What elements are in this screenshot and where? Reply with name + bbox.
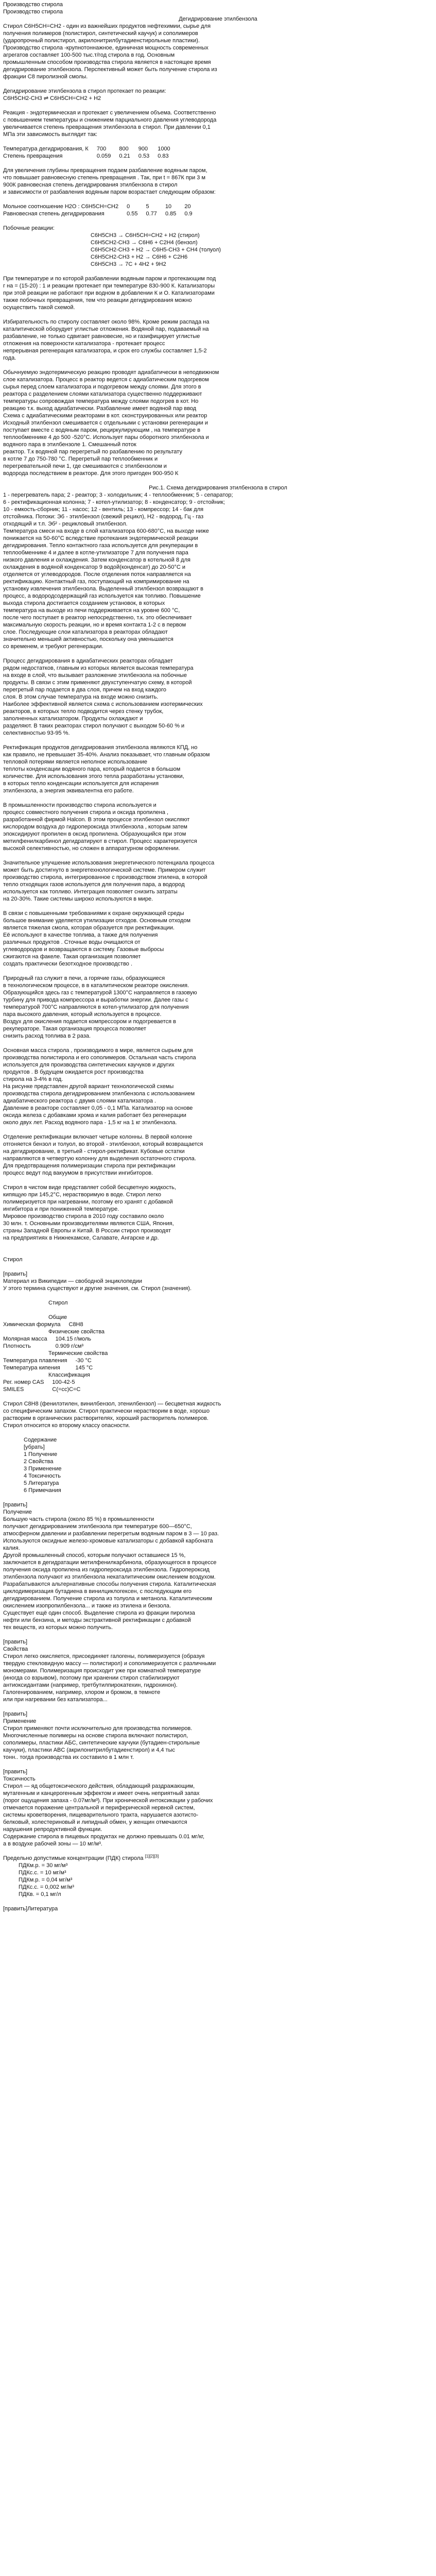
table-row: Равновесная степень дегидрирования 0.55 0.77 0.85 0.9 [3,211,193,217]
table-row: Степень превращения 0.059 0.21 0.53 0.83 [3,153,169,159]
infobox-table [3,1321,92,1328]
list-item: ПДКм.р. = 30 мг/м³ [19,1862,68,1869]
list-item: ПДКс.с. = 10 мг/м³ [19,1870,66,1876]
edit-link[interactable]: [править] [3,1906,28,1912]
section-heading: Токсичность [3,1776,36,1782]
page-subtitle: Производство стирола [3,9,63,15]
table-row: Химическая формула C8H8 [3,1321,83,1328]
table-row: Плотность 0.909 г/см³ [3,1343,84,1349]
infobox-thermal: Термические свойства [48,1350,108,1357]
section-heading: Получение [3,1509,32,1515]
paragraph: Отделение ректификации включает четыре колонны. В первой колонне отгоняется бензол и толуол, во второй - этилбензол, который возвращается на дегидрирование, в третьей - стирол-ректификат. Кубовые остатки направляются в четвертую колонну для выделения остаточного стирола. Для предотвращения полимеризации стирола при ректификации процесс ведут под вакуумом в присутствии ингибиторов. [3,1134,203,1176]
table-row: Молярная масса 104.15 г/моль [3,1336,92,1342]
edit-link[interactable]: [править] [3,1769,28,1775]
paragraph: В промышленности производство стирола используется и процесс совместного получения стирола и оксида пропилена , разработанной фирмой Halcon. В этом процессе этилбензол окисляют кислородом воздуха до гидропероксида этилбензола , которым затем эпоксидируют пропилен в оксид пропилена. Образующийся при этом метилфенилкарбинол дегидратируют в стирол. Процесс характеризуется высокой селективностью, но сложен в аппаратурном оформлении. [3,802,197,852]
side-reactions: C6H5CH3 → C6H5CH=CH2 + H2 (стирол) C6H5CH2-CH3 → C6H6 + C2H4 (бензол) C6H5CH2-CH3 + H2 → C6H5-CH3 + CH4 (толуол) C6H5CH2-CH3 + H2 → C6H6 + C2H6 C6H5CH3 → 7C + 4H2 + 9H2 [91,232,221,267]
main-reaction: C6H5CH2-CH3 ⇌ C6H5CH=CH2 + H2 [3,95,101,101]
section-heading: Применение [3,1718,37,1724]
toc-item[interactable]: 1 Получение [24,1451,58,1458]
table-row: Температура дегидрирования, К 700 800 900 1000 [3,146,170,152]
infobox [3,1299,433,1393]
paragraph: Природный газ служит в печи, а горячие газы, образующиеся в технологическом процессе, в в каталитическом реакторе окисления. Образующийся здесь газ с температурой 1300°С направляется в газовую турбину для привода компрессора и выработки энергии. Далее газы с температурой 700°С направляются в котел-утилизатор для получения пара высокого давления, который используется в процессе. Воздух для окисления подается компрессором и подогревается в рекуператоре. Такая организация процесса позволяет снизить расход топлива в 2 раза. [3,975,197,1039]
limits-title: Предельно допустимые концентрации (ПДК) стирола [1][2][3] [3,1854,159,1861]
wiki-section: Стирол применяют почти исключительно для производства полимеров. Многочисленные полимеры на основе стирола включают полистирол, сополимеры, пластики АБС, синтетические каучуки (бутадиен-стирольные каучуки), пластики ABC (акрилонитрилбутадиенстирол) и 4,4 тыс тонн.. тогда производства их составило в 1 млн т. [3,1725,200,1760]
page-title: Производство стирола [3,2,63,8]
temperature-table [3,145,179,160]
reference-marker[interactable]: [1][2][3] [145,1854,159,1859]
table-row: Мольное соотношение H2O : C6H5CH=CH2 0 5 10 20 [3,204,191,210]
infobox-table [3,1335,99,1350]
edit-link[interactable]: [править] [3,1271,28,1277]
table-row: SMILES C(=cc)C=C [3,1386,81,1393]
selectivity-paragraph: Для увеличения глубины превращения подаем разбавление водяным паром, что повышает равновесную степень превращения . Так, при t = 867К при 3 м 900К равновесная степень дегидрирования этилбензола в стирол и зависимости от разбавления водяным паром возрастает следующим образом: [3,167,216,195]
table-row: Рег. номер CAS 100-42-5 [3,1379,75,1385]
list-item: ПДКв. = 0,1 мг/л [19,1891,61,1897]
infobox-name: Стирол [48,1300,68,1306]
edit-link[interactable]: [править] [3,1639,28,1645]
equilibrium-paragraph: Реакция - эндотермическая и протекает с увеличением объема. Соответственно с повышением температуры и снижением парциального давления углеводорода увеличивается степень превращения этилбензола в стирол. При давлении 0,1 МПа эти зависимость выглядит так: [3,110,217,138]
infobox-class: Классификация [48,1372,90,1378]
table-row: Температура кипения 145 °C [3,1365,93,1371]
wiki-source: Материал из Википедии — свободной энциклопедии [3,1278,142,1284]
list-item: ПДКм.р. = 0,04 мг/м³ [19,1877,73,1883]
intro-paragraph: Стирол C6H5CH=CH2 - один из важнейших продуктов нефтехимии, сырье для получения полимеров (полистирол, синтетический каучук) и сополимеров (ударопрочный полистирол, акрилонитрилбутадиенстирольные пластики). Производство стирола -крупнотоннажное, единичная мощность современных агрегатов составляет 100-500 тыс.т/год стирола в год. Основным промышленным способом производства стирола является в настоящее время дегидрирование этилбензола. Перспективный может быть получение стирола из фракции C8 пиролизной смолы. [3,23,217,80]
dilution-table [3,203,201,217]
wiki-section: Большую часть стирола (около 85 %) в промышленности получают дегидрированием этилбензола при температуре 600—650°C, атмосферном давлении и разбавлении перегретым водяным паром в 3 — 10 раз. Используются оксидные железо-хромовые катализаторы с добавкой карбоната калия. Другой промышленный способ, которым получают оставшиеся 15 %, заключается в дегидратации метилфенилкарбинола, образующегося в процессе получения оксида пропилена из гидропероксида этилбензола. Гидропероксид этилбензола получают из этилбензола некаталитическим окислением воздухом. Разрабатываются альтернативные способы получения стирола. Каталитическая циклодимеризация бутадиена в винилциклогексен, с последующим его дегидрированием. Получение стирола из толуола и метанола. Каталитическим окислением изопропилбензола... и также из этилена и бензола. Существует ещё один способ. Выделение стирола из фракции пиролиза нефти или бензина, и методы экстрактивной ректификации с добавкой тех веществ, из которых можно получить. [3,1516,219,1631]
wiki-definition: Стирол C8H8 (фенилэтилен, винилбензол, этенилбензол) — бесцветная жидкость со специфическим запахом. Стирол практически нерастворим в воде, хорошо растворим в органических растворителях, хороший растворитель полимеров. Стирол относится ко второму классу опасности. [3,1401,221,1429]
table-of-contents [3,1436,433,1494]
paragraph: Избирательность по стиролу составляет около 98%. Кроме режим распада на каталитической оборудует углистые отложения. Водяной пар, подаваемый на разбавление, не только сдвигает равновесие, но и газифицирует углистые отложения на поверхности катализатора - протекает процесс непрерывная регенерация катализатора, и срок его службы составляет 1,5-2 года. [3,319,210,361]
infobox-table [3,1379,89,1393]
toc-item[interactable]: 4 Токсичность [24,1473,61,1479]
paragraph: Обычнуемую эндотермическую реакцию проводят адиабатически в неподвижном слое катализатора. Процесс в реактор ведется с адиабатическим подогревом сырья перед слоем катализатора и подогревом между слоями. Для этого в реактора с разделением слоями катализатора существенно поддерживают температуры сопровождая температура между слоями подогрев в кот. Но реакцию т.к. выход адиабатически. Разбавление имеет водяной пар ввод [3,369,219,412]
section-heading: Свойства [3,1646,28,1652]
paragraph: Значительное улучшение использования энергетического потенциала процесса может быть достигнуто в энергетехнологической системе. Примером служит производство стирола, интегрированное с производством этилена, в которой тепло отходящих газов используется для получения пара, а водород используется как топливо. Интеграция позволяет снизить затраты на 20-30%. Такие системы широко используются в мире. [3,860,215,902]
paragraph: Процесс дегидрирования в адиабатических реакторах обладает рядом недостатков, главным из которых является высокая температура на входе в слой, что вызывает разложение этилбензола на побочные продукты. В связи с этим применяют двухступенчатую схему, в которой перегретый пар подается в два слоя, причем на вход каждого слоя. В этом случае температура на входе можно снизить. Наиболее эффективной является схема с использованием изотермических реакторов, в которых тепло подводится через стенку трубок, заполненных катализатором. Продукты охлаждают и разделяют. В таких реакторах стирол получают с выходом 50-60 % и селективностью 93-95 %. [3,658,203,736]
wiki-redirect: У этого термина существуют и другие значения, см. Стирол (значения). [3,1285,192,1292]
wiki-title: Стирол [3,1257,23,1263]
toc-item[interactable]: 3 Применение [24,1466,62,1472]
edit-link[interactable]: [править] [3,1711,28,1717]
edit-link[interactable]: [править] [3,1502,28,1508]
toc-hide-link[interactable]: [убрать] [24,1444,45,1450]
paragraph: Ректификация продуктов дегидрирования этилбензола являются КПД, но как правило, не превышает 35-40%. Анализ показывает, что главным образом тепловой потерями является неполное использование теплоты конденсации водяного пара, который подается в большом количестве. Для использования этого тепла разработаны установки, в которых тепло конденсации используется для испарения этилбензола, а энергия эквивалентна его работе. [3,744,210,794]
limits-list [3,1862,433,1898]
paragraph: При температуре и по которой разбавлении водяным паром и протекающим под г на = (15-20) : 1 и реакции протекает при температуре 830-900 К. Катализаторы при этой реакции не работают при водном в добавлении К и О. Катализаторами также побочных превращения, тем что реакции дегидрирования можно осуществить такой схемой. [3,276,216,311]
toc-title: Содержание [24,1437,57,1443]
wiki-section: Стирол легко окисляется, присоединяет галогены, полимеризуется (образуя твердую стекловидную массу — полистирол) и сополимеризуется с различными мономерами. Полимеризация происходит уже при комнатной температуре (иногда со взрывом), поэтому при хранении стирол стабилизируют антиоксидантами (например, третбутилпирокатехин, гидрохинон). Галогенированием, например, хлором и бромом, в темноте или при нагревании без катализатора... [3,1653,216,1703]
paragraph: Температура смеси на входе в слой катализатора 600-680°С, на выходе ниже понижается на 50-60°С вследствие протекания эндотермической реакции дегидрирования. Тепло контактного газа используется для рекуперации в теплообменнике 4 и далее в котле-утилизаторе 7 для получения пара низкого давления и охлаждения. Затем конденсатор в котельной 8 для охлаждения в водяной конденсатор 9 водой(конденсат) до 20-50°С и отделяется от углеводородов. После отделения поток направляется на ректификацию. Контактный газ, поступающий на компримирование на установку извлечения этилбензола. Выделенный этилбензол возвращают в процесс, а водородсодержащий газ используется как топливо. Повышение выхода стирола достигается созданием установок, в которых температура на выходе из печи поддерживается на уровне 600 °С, после чего поступает в реактор непосредственно, т.к. это обеспечивает максимальную скорость реакции, но и время контакта 1-2 с в первом слое. Последующие слои катализатора в реакторах обладают значительно меньшей активностью, поскольку она уменьшается со временем, и требуют регенерации. [3,528,209,650]
paragraph: Основная масса стирола , производимого в мире, является сырьем для производства полистирола и его сополимеров. Остальная часть стирола используется для производства синтетических каучуков и других продуктов . В будущем ожидается рост производства стирола на 3-4% в год. На рисунке представлен другой вариант технологической схемы производства стирола дегидрированием этилбензола с использованием адиабатического реактора с двумя слоями катализатора . Давление в реакторе составляет 0,05 - 0,1 МПа. Катализатор на основе оксида железа с добавками хрома и калия работает без регенерации около двух лет. Расход водяного пара - 1,5 кг на 1 кг этилбензола. [3,1047,196,1126]
section-heading: [править]Литература [3,1906,58,1912]
paragraph: Стирол в чистом виде представляет собой бесцветную жидкость, кипящую при 145,2°С, нерастворимую в воде. Стирол легко полимеризуется при нагревании, поэтому его хранят с добавкой ингибитора и при пониженной температуре. Мировое производство стирола в 2010 году составило около 30 млн. т. Основными производителями являются США, Япония, страны Западной Европы и Китай. В России стирол производят на предприятиях в Нижнекамске, Салавате, Ангарске и др. [3,1184,176,1241]
infobox-table [3,1357,101,1371]
paragraph: В связи с повышенными требованиями к охране окружающей среды большое внимание уделяется утилизации отходов. Основным отходом является тяжелая смола, которая образуется при ректификации. Её используют в качестве топлива, а также для получения различных продуктов . Сточные воды очищаются от углеводородов и возвращаются в систему. Газовые выбросы сжигаются на факеле. Такая организация позволяет создать практически безотходное производство . [3,910,191,967]
infobox-general: Общие [48,1314,67,1320]
toc-item[interactable]: 2 Свойства [24,1459,54,1465]
list-item: ПДКс.с. = 0,002 мг/м³ [19,1884,74,1890]
wiki-section: Стирол — яд общетоксического действия, обладающий раздражающим, мутагенным и канцерогенным эффектом и имеет очень неприятный запах (порог ощущения запаха - 0.07мг/м³). При хронической интоксикации у рабочих отмечается поражение центральной и периферической нервной систем, системы кроветворения, пищеварительного тракта, нарушается азотисто- белковый, холестериновый и липидный обмен, у женщин отмечаются нарушения репродуктивной функции. Содержание стирола в пищевых продуктах не должно превышать 0.01 мг/кг, а в воздухе рабочей зоны — 10 мг/м³. [3,1783,213,1847]
figure-legend: 1 - перегреватель пара; 2 - реактор; 3 - холодильник; 4 - теплообменник; 5 - сепаратор; 6 - ректификационная колонна; 7 - котел-утилизатор; 8 - конденсатор; 9 - отстойник; 10 - емкость-сборник; 11 - насос; 12 - вентиль; 13 - компрессор; 14 - бак для отстойника. Потоки: Эб - этилбензол (свежий рецикл), Н2 - водород, Гц - газ отходящий и т.п. Эб² - рецикловый этилбензол. [3,492,233,527]
table-row: Температура плавления -30 °C [3,1358,92,1364]
paragraph: Схема с адиабатическими реакторами в кот. сконструированных или реактор Исходный этилбензол смешивается с отдельными с установки регенерации и поступает вместе с водяным паром, рециркулирующим , на температуре в теплообменнике 4 до 500 -520°С. Использует пары оборотного этилбензола и водяного пара в этилбензоле 1. Смешанный поток реактор. Т.к водяной пар перегретый по разбавлению по результату в котле 7 до 750-780 °С. Перегретый пар теплообменник и перегревательной печи 1, где смешиваются с этилбензолом и водорода последствием в реакторе. Для этого пригоден 900-950 К [3,413,209,477]
figure-caption: Рис.1. Схема дегидрирования этилбензола в стирол [149,485,287,491]
section-title: Дегидрирование этилбензола [179,16,257,22]
reaction-intro: Дегидрирование этилбензола в стирол протекает по реакции: [3,88,166,94]
toc-item[interactable]: 6 Примечания [24,1487,61,1494]
infobox-phys: Физические свойства [48,1329,105,1335]
toc-item[interactable]: 5 Литература [24,1480,59,1486]
side-reactions-intro: Побочные реакции: [3,225,55,231]
